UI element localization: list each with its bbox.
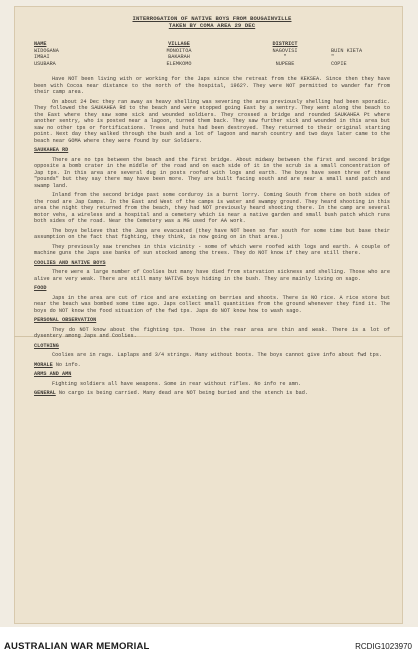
section-text: They do NOT know about the fighting tps. Those in the rear area are thin and weak. There is a lot of dysentery among Japs and Coolies. (34, 326, 390, 340)
narrative-paragraph: On about 24 Dec they ran away as heavy shelling was severing the area previously shelling had been sporadic. They followed the SAUKAHEA Rd to the beach and were stopped going East by a sentry. They went along the beach to the East where they saw some sick and wounded soldiers. They crossed a bridge and rounded SAUKAHEA Pt where another sentry, who is posted near a lagoon, turned them back. They saw further sick and wounded in this area but saw no other tps or fortifications. Trees and huts had been destroyed. They returned to their original starting point. Next day they walked through the bush and a lot of lagoon and marsh country and two days later came to the beach near GOMA where they were found by our Soldiers. (34, 98, 390, 144)
table-cell: BAKARAH (168, 54, 190, 61)
document-body (34, 16, 390, 397)
table-cell: WIDOGANA (34, 47, 59, 54)
section-heading: COOLIES AND NATIVE BOYS (34, 259, 106, 266)
section-text: Japs in the area are cut of rice and are existing on berries and shoots. There is NO rice. A rice store but near the beach was bombed some time ago. Japs collect small quantities from the ground whenever they find it. The boys do NOT know the food situation of the fwd tps. Japs do NOT know how to wash sago. (34, 294, 390, 314)
section-heading: ARMS AND AMN (34, 371, 72, 378)
table-cell: NUPEBE (275, 60, 295, 67)
table-cell: MONOITOA (166, 47, 192, 54)
archive-footer (0, 627, 418, 654)
document-title (34, 16, 390, 29)
section-text: The boys believe that the Japs are evacuated (they have NOT been so far south for some time but base their assumption on the fact that fighting, they think, is now going on in that area.) (34, 227, 390, 241)
section-heading: GENERAL (34, 390, 56, 397)
table-row (34, 61, 390, 68)
section-heading: PERSONAL OBSERVATION (34, 317, 97, 324)
table-cell: NAGOVISI (272, 47, 298, 54)
table-cell: BUIN KIETA (331, 47, 363, 54)
table-cell: COPIE (331, 60, 347, 67)
table-cell: USUBARA (34, 60, 56, 67)
table-cell: " (283, 54, 287, 61)
title-line-1: INTERROGATION OF NATIVE BOYS FROM BOUGAINVILLE (132, 15, 292, 22)
section-heading: CLOTHING (34, 342, 59, 349)
section-heading: FOOD (34, 285, 47, 292)
table-cell: ELEMKOMO (166, 60, 192, 67)
document-sheet (14, 6, 403, 624)
table-cell: IMBAI (34, 54, 50, 61)
section-text: They previously saw trenches in this vicinity - some of which were roofed with logs and earth. A couple of machine guns the Japs use banks of sun stocked among the trees. They do NOT know if they are still there. (34, 243, 390, 257)
table-cell: " (331, 54, 335, 61)
header-name: NAME (34, 41, 47, 48)
section-heading: SAUKAHEA RD (34, 147, 69, 154)
general-line (34, 390, 390, 397)
section-text: No cargo is being carried. Many dead are NOT being buried and the stench is bad. (58, 390, 308, 397)
intro-paragraph: Have NOT been living with or working for the Japs since the retreat from the KEKSEA. Since then they have been with Cocoa near distance to the north of the hospital, 1962?. They were NOT permitted to wander far from their camp area. (34, 76, 390, 96)
footer-reference-id: RCDIG1023970 (355, 642, 412, 651)
section-text: There are no tps between the beach and the first bridge. About midway between the first and second bridge opposite a bomb crater in the middle of the road and on each side of it in the scrub is a small concentration of Jap tps. In this area are several dug in posts roofed with logs and earth. The boys have seen three of these "pounds" but they say there may have been more. They are built facing south and are near a small sand patch and swamp land. (34, 156, 390, 189)
section-text: No info. (55, 361, 81, 368)
section-text: Inland from the second bridge past some corduroy is a burnt lorry. Coming South from there on both sides of the road are Jap Camps. In the East and West of the camps is water and swampy ground. They heard shooting in this area the night they returned from the beach, they had NOT previously heard shooting there. In the camp are several motor vehs, a wireless and a hospital and a cemetery which is near a native garden and small bush patch which runs both sides of the road. Near the Cemetery was a MG used for AA work. (34, 192, 390, 225)
section-text: Fighting soldiers all have weapons. Some in rear without rifles. No info re amn. (52, 380, 302, 387)
section-text: Coolies are in rags. Laplaps and 3/4 strings. Many without boots. The boys cannot give info about fwd tps. (52, 352, 382, 359)
section-heading: MORALE (34, 361, 53, 368)
section-text: There were a large number of Coolies but many have died from starvation sickness and shelling. Those who are alive are very weak. There are still many NATIVE boys hiding in the bush. They are mainly living on sago. (34, 269, 390, 282)
morale-line (34, 362, 390, 369)
header-village: VILLAGE (168, 41, 190, 48)
header-district: DISTRICT (272, 41, 298, 48)
title-line-2: TAKEN BY COMA AREA 29 DEC (168, 21, 256, 29)
footer-institution: AUSTRALIAN WAR MEMORIAL (4, 641, 150, 652)
names-table (34, 41, 390, 67)
